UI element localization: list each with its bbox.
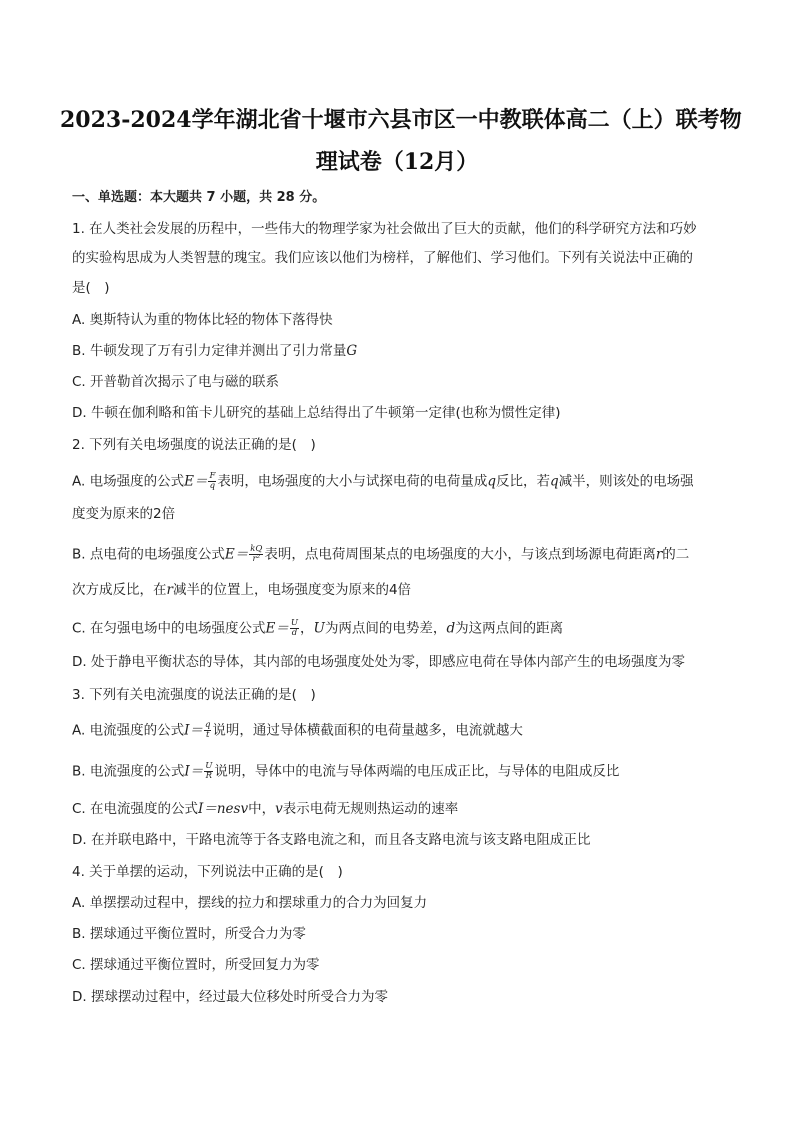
q2-option-a-line-2: 度变为原来的2倍 bbox=[72, 506, 176, 522]
q1-stem-line-2: 的实验构思成为人类智慧的瑰宝。我们应该以他们为榜样，了解他们、学习他们。下列有关说法中正确的 bbox=[72, 250, 693, 266]
q2-option-b: B. 点电荷的电场强度公式E＝ $\frac{kQ}{\text{r²}}$ 表明，点电荷周围某点的电场强度的大小，与该点到场源电荷距离r的二 bbox=[72, 544, 690, 564]
q4-option-a: A. 单摆摆动过程中，摆线的拉力和摆球重力的合力为回复力 bbox=[72, 895, 428, 911]
q2-option-b-line-2: 次方成反比，在r减半的位置上，电场强度变为原来的4倍 bbox=[72, 582, 412, 598]
fraction: $\frac{q}{t}$ bbox=[204, 720, 211, 740]
q3-option-b: B. 电流强度的公式I＝ $\frac{U}{R}$ 说明，导体中的电流与导体两端的电压成正比，与导体的电阻成反比 bbox=[72, 761, 620, 781]
q2-option-a: A. 电场强度的公式E＝ $\frac{F}{q}$ 表明，电场强度的大小与试探电荷的电荷量成q反比，若q减半，则该处的电场强 bbox=[72, 471, 694, 491]
q3-option-c: C. 在电流强度的公式I＝nesv中，v表示电荷无规则热运动的速率 bbox=[72, 801, 459, 817]
q1-option-a: A. 奥斯特认为重的物体比轻的物体下落得快 bbox=[72, 312, 333, 328]
q3-stem: 3. 下列有关电流强度的说法正确的是( ) bbox=[72, 687, 316, 703]
fraction: $\frac{U}{d}$ bbox=[290, 618, 299, 638]
q2-stem: 2. 下列有关电场强度的说法正确的是( ) bbox=[72, 437, 316, 453]
fraction: $\frac{U}{R}$ bbox=[205, 761, 213, 781]
q2-option-d: D. 处于静电平衡状态的导体，其内部的电场强度处处为零，即感应电荷在导体内部产生的电场强度为零 bbox=[72, 654, 685, 670]
section-heading: 一、单选题：本大题共 7 小题，共 28 分。 bbox=[72, 190, 326, 205]
q4-option-b: B. 摆球通过平衡位置时，所受合力为零 bbox=[72, 926, 306, 942]
q4-option-c: C. 摆球通过平衡位置时，所受回复力为零 bbox=[72, 957, 320, 973]
q1-stem-line-1: 1. 在人类社会发展的历程中，一些伟大的物理学家为社会做出了巨大的贡献，他们的科学研究方法和巧妙 bbox=[72, 221, 697, 237]
q3-option-d: D. 在并联电路中，干路电流等于各支路电流之和，而且各支路电流与该支路电阻成正比 bbox=[72, 832, 591, 848]
q4-stem: 4. 关于单摆的运动，下列说法中正确的是( ) bbox=[72, 864, 343, 880]
q2-option-c: C. 在匀强电场中的电场强度公式E＝ $\frac{U}{d}$ ，U为两点间的电势差，d为这两点间的距离 bbox=[72, 618, 564, 638]
exam-title-line-2: 理试卷（12月） bbox=[315, 149, 479, 175]
fraction: $\frac{F}{q}$ bbox=[209, 471, 216, 491]
q1-option-b: B. 牛顿发现了万有引力定律并测出了引力常量G bbox=[72, 343, 358, 359]
exam-title-line-1: 2023-2024学年湖北省十堰市六县市区一中教联体高二（上）联考物 bbox=[60, 107, 742, 133]
q1-stem-line-3: 是( ) bbox=[72, 280, 110, 296]
q4-option-d: D. 摆球摆动过程中，经过最大位移处时所受合力为零 bbox=[72, 989, 388, 1005]
fraction: $\frac{kQ}{\text{r²}}$ bbox=[250, 544, 263, 564]
q1-option-c: C. 开普勒首次揭示了电与磁的联系 bbox=[72, 374, 280, 390]
q1-option-d: D. 牛顿在伽利略和笛卡儿研究的基础上总结得出了牛顿第一定律(也称为惯性定律) bbox=[72, 405, 561, 421]
q3-option-a: A. 电流强度的公式I＝ $\frac{q}{t}$ 说明，通过导体横截面积的电荷量越多，电流就越大 bbox=[72, 720, 523, 740]
